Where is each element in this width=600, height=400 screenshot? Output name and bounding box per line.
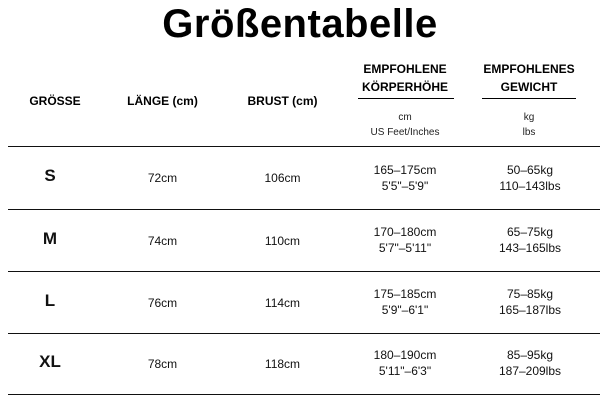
height-units-cm: cm [398,112,412,123]
header-recommended-height [355,60,455,96]
weight-lbs: 110–143lbs [499,179,561,193]
header-recommended-weight [478,60,580,96]
weight-lbs: 187–209lbs [498,364,562,378]
height-cell [345,224,465,256]
length-cell: 76cm [147,296,178,310]
header-length: LÄNGE (cm) [127,94,198,108]
weight-cell [470,162,590,194]
height-units [355,110,455,140]
weight-units-lbs: lbs [522,127,536,138]
header-height-line-2: KÖRPERHÖHE [361,80,448,94]
size-cell: S [44,166,56,185]
weight-kg: 75–85kg [506,287,554,301]
weight-kg: 50–65kg [506,163,554,177]
size-cell: M [42,229,58,248]
height-ft: 5'9"–6'1" [381,303,429,317]
height-cm: 180–190cm [373,348,437,362]
height-ft: 5'7"–5'11" [378,241,432,255]
row-separator [8,146,600,147]
weight-cell [470,347,590,379]
weight-units [478,110,580,140]
chest-cell: 110cm [264,234,301,248]
height-ft: 5'5"–5'9" [381,179,429,193]
header-height-underline [358,98,454,99]
size-cell: L [44,291,56,310]
row-separator [8,394,600,395]
header-chest: BRUST (cm) [247,94,318,108]
weight-units-kg: kg [523,112,535,123]
length-cell: 74cm [147,234,178,248]
weight-lbs: 165–187lbs [498,303,562,317]
header-height-line-1: EMPFOHLENE [363,62,447,76]
height-cm: 165–175cm [373,163,437,177]
row-separator [8,271,600,272]
weight-kg: 65–75kg [506,225,554,239]
weight-lbs: 143–165lbs [498,241,562,255]
header-size: GRÖSSE [29,94,81,108]
header-weight-line-1: EMPFOHLENES [483,62,575,76]
height-units-us: US Feet/Inches [370,127,440,138]
weight-cell [470,286,590,318]
row-separator [8,209,600,210]
height-cell [345,347,465,379]
height-cell [345,162,465,194]
header-weight-line-2: GEWICHT [500,80,558,94]
height-cell [345,286,465,318]
chest-cell: 106cm [264,171,301,185]
row-separator [8,333,600,334]
weight-cell [470,224,590,256]
header-weight-underline [482,98,576,99]
height-cm: 175–185cm [373,287,437,301]
height-cm: 170–180cm [373,225,437,239]
length-cell: 78cm [147,357,178,371]
chest-cell: 114cm [264,296,301,310]
height-ft: 5'11"–6'3" [378,364,432,378]
page-title: Größentabelle [162,2,438,46]
size-cell: XL [39,352,61,371]
length-cell: 72cm [147,171,178,185]
chest-cell: 118cm [264,357,301,371]
weight-kg: 85–95kg [506,348,554,362]
